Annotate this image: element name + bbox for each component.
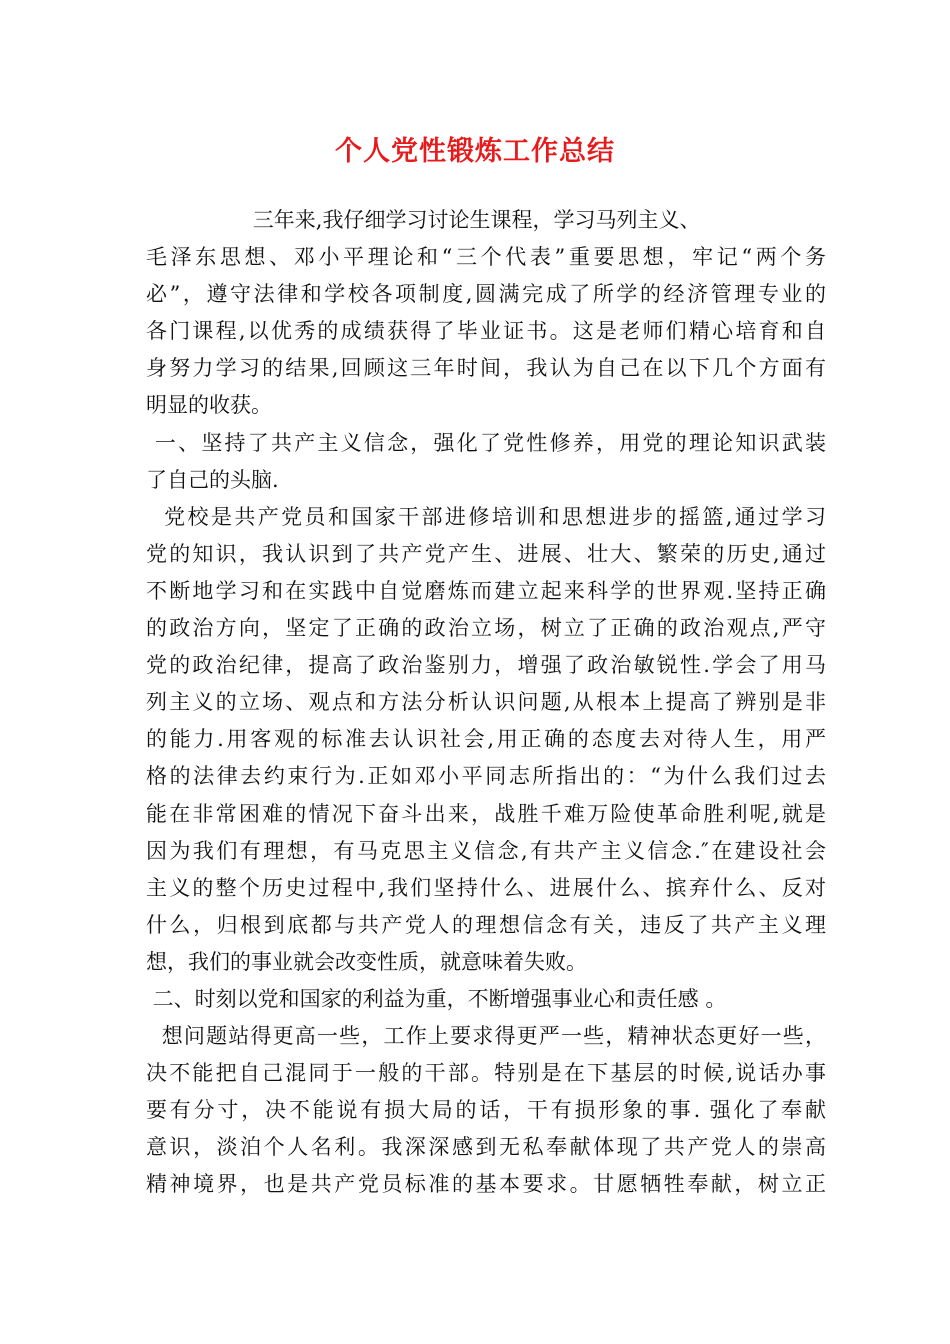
text-line: 意识，淡泊个人名利。我深深感到无私奉献体现了共产党人的崇高 bbox=[146, 1135, 826, 1160]
text-line: 因为我们有理想，有马克思主义信念,有共产主义信念.″在建设社会 bbox=[146, 838, 826, 863]
section-heading-line: 了自己的头脑. bbox=[146, 467, 279, 492]
section-heading-line: 二、时刻以党和国家的利益为重，不断增强事业心和责任感 。 bbox=[146, 986, 727, 1011]
text-line: 要有分寸，决不能说有损大局的话，干有损形象的事. 强化了奉献 bbox=[146, 1098, 826, 1123]
text-line: 想，我们的事业就会改变性质，就意味着失败。 bbox=[146, 949, 587, 974]
text-line: 不断地学习和在实践中自觉磨炼而建立起来科学的世界观.坚持正确 bbox=[146, 578, 826, 603]
text-line: 的能力.用客观的标准去认识社会,用正确的态度去对待人生，用严 bbox=[146, 727, 826, 752]
text-line: 党的政治纪律，提高了政治鉴别力，增强了政治敏锐性.学会了用马 bbox=[146, 653, 826, 678]
section-heading-line: 一、坚持了共产主义信念，强化了党性修养，用党的理论知识武装 bbox=[146, 430, 826, 455]
text-line: 党的知识，我认识到了共产党产生、进展、壮大、繁荣的历史,通过 bbox=[146, 541, 826, 566]
text-line: 想问题站得更高一些，工作上要求得更严一些，精神状态更好一些， bbox=[146, 1024, 826, 1049]
document-body bbox=[146, 202, 826, 1204]
text-line: 主义的整个历史过程中,我们坚持什么、进展什么、摈弃什么、反对 bbox=[146, 875, 826, 900]
text-line: 毛泽东思想、邓小平理论和“三个代表”重要思想，牢记“两个务 bbox=[146, 245, 826, 270]
text-line: 能在非常困难的情况下奋斗出来，战胜千难万险使革命胜利呢,就是 bbox=[146, 801, 826, 826]
text-line: 精神境界，也是共产党员标准的基本要求。甘愿牺牲奉献，树立正 bbox=[146, 1172, 826, 1197]
document-title: 个人党性锻炼工作总结 bbox=[335, 136, 615, 167]
text-line: 的政治方向，坚定了正确的政治立场，树立了正确的政治观点,严守 bbox=[146, 616, 826, 641]
text-line: 必”，遵守法律和学校各项制度,圆满完成了所学的经济管理专业的 bbox=[146, 282, 826, 307]
text-line: 什么，归根到底都与共产党人的理想信念有关，违反了共产主义理 bbox=[146, 912, 826, 937]
text-line: 各门课程,以优秀的成绩获得了毕业证书。这是老师们精心培育和自 bbox=[146, 319, 826, 344]
text-line: 明显的收获。 bbox=[146, 393, 272, 418]
text-line: 决不能把自己混同于一般的干部。特别是在下基层的时候,说话办事 bbox=[146, 1061, 826, 1086]
text-line: 格的法律去约束行为.正如邓小平同志所指出的：“为什么我们过去 bbox=[146, 764, 826, 789]
text-line: 党校是共产党员和国家干部进修培训和思想进步的摇篮,通过学习 bbox=[146, 504, 826, 529]
text-line: 身努力学习的结果,回顾这三年时间，我认为自己在以下几个方面有 bbox=[146, 356, 826, 381]
text-line: 三年来,我仔细学习讨论生课程，学习马列主义、 bbox=[146, 208, 701, 232]
text-line: 列主义的立场、观点和方法分析认识问题,从根本上提高了辨别是非 bbox=[146, 690, 826, 715]
